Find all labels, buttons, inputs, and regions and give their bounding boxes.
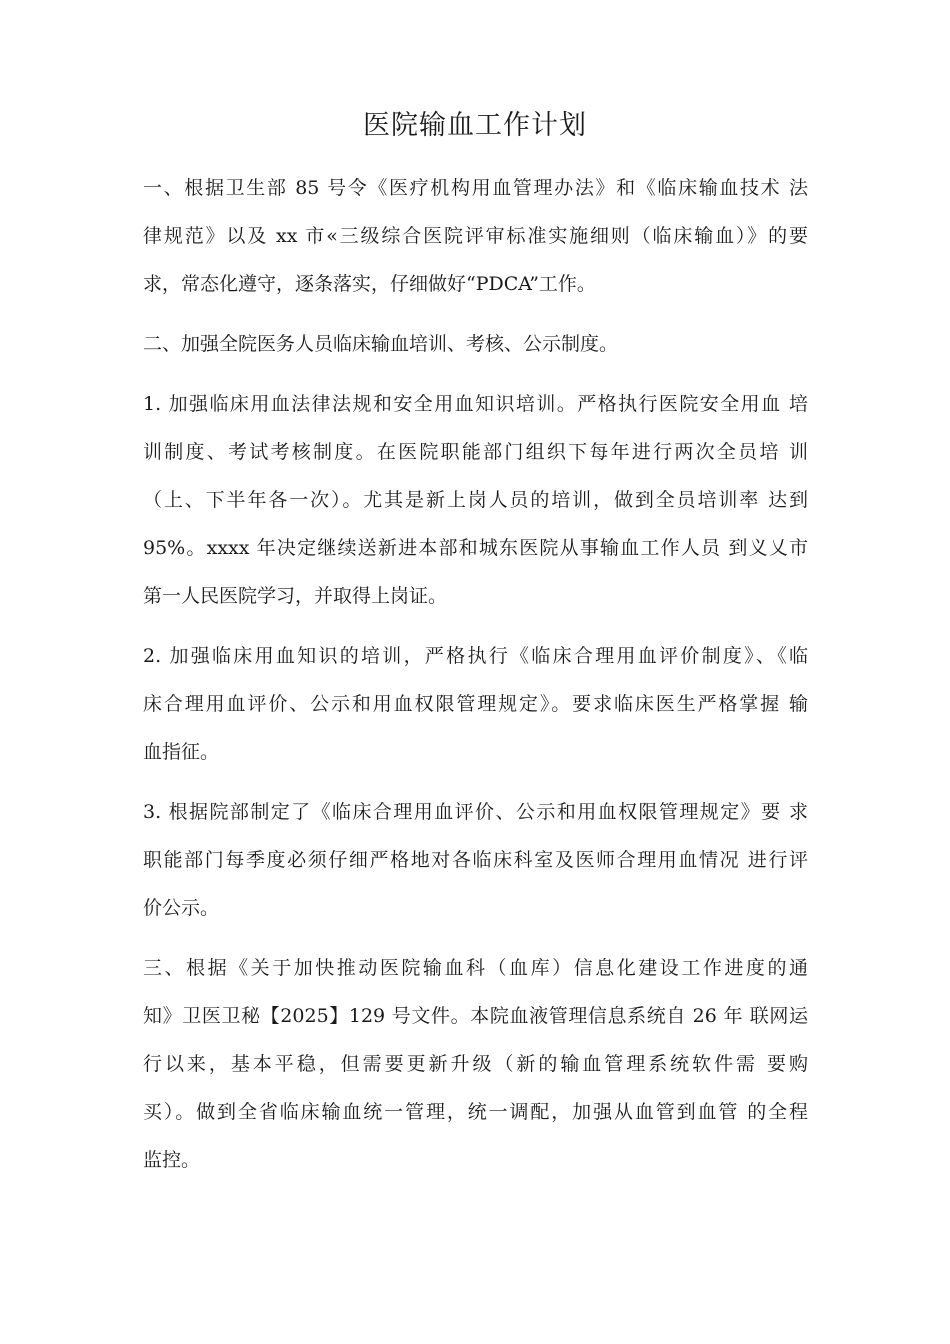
paragraph	[143, 388, 808, 612]
paragraph	[143, 952, 808, 1176]
text-line: 床合理用血评价、公示和用血权限管理规定》。要求临床医生严格掌握 输	[143, 693, 808, 715]
document-title: 医院输血工作计划	[363, 110, 587, 141]
text-line: 1. 加强临床用血法律法规和安全用血知识培训。严格执行医院安全用血 培	[143, 393, 808, 415]
text-line: 3. 根据院部制定了《临床合理用血评价、公示和用血权限管理规定》要 求	[143, 801, 808, 823]
text-line: 知》卫医卫秘【2025】129 号文件。本院血液管理信息系统自 26 年 联网运	[143, 1005, 808, 1027]
text-line: 血指征。	[143, 741, 220, 763]
paragraph	[143, 640, 808, 768]
text-line: 律规范》以及 xx 市«三级综合医院评审标准实施细则（临床输血）》的要	[143, 225, 808, 247]
text-line: （上、下半年各一次）。尤其是新上岗人员的培训，做到全员培训率 达到	[143, 489, 808, 511]
paragraph	[143, 328, 808, 360]
document-body	[143, 172, 808, 1204]
paragraph	[143, 796, 808, 924]
text-line: 求，常态化遵守，逐条落实，仔细做好“PDCA”工作。	[143, 273, 596, 295]
text-line: 2. 加强临床用血知识的培训，严格执行《临床合理用血评价制度》、《临	[143, 645, 808, 667]
text-line: 行以来，基本平稳，但需要更新升级（新的输血管理系统软件需 要购	[143, 1053, 808, 1075]
text-line: 95%。xxxx 年决定继续送新进本部和城东医院从事输血工作人员 到义乂市	[143, 537, 808, 559]
text-line: 买）。做到全省临床输血统一管理，统一调配，加强从血管到血管 的全程	[143, 1101, 808, 1123]
text-line: 价公示。	[143, 897, 220, 919]
text-line: 三、根据《关于加快推动医院输血科（血库）信息化建设工作进度的通	[143, 957, 808, 979]
text-line: 一、根据卫生部 85 号令《医疗机构用血管理办法》和《临床输血技术 法	[143, 177, 808, 199]
text-line: 第一人民医院学习，并取得上岗证。	[143, 585, 448, 607]
paragraph	[143, 172, 808, 300]
text-line: 训制度、考试考核制度。在医院职能部门组织下每年进行两次全员培 训	[143, 441, 808, 463]
text-line: 监控。	[143, 1149, 201, 1171]
text-line: 职能部门每季度必须仔细严格地对各临床科室及医师合理用血情况 进行评	[143, 849, 808, 871]
text-line: 二、加强全院医务人员临床输血培训、考核、公示制度。	[143, 333, 619, 355]
